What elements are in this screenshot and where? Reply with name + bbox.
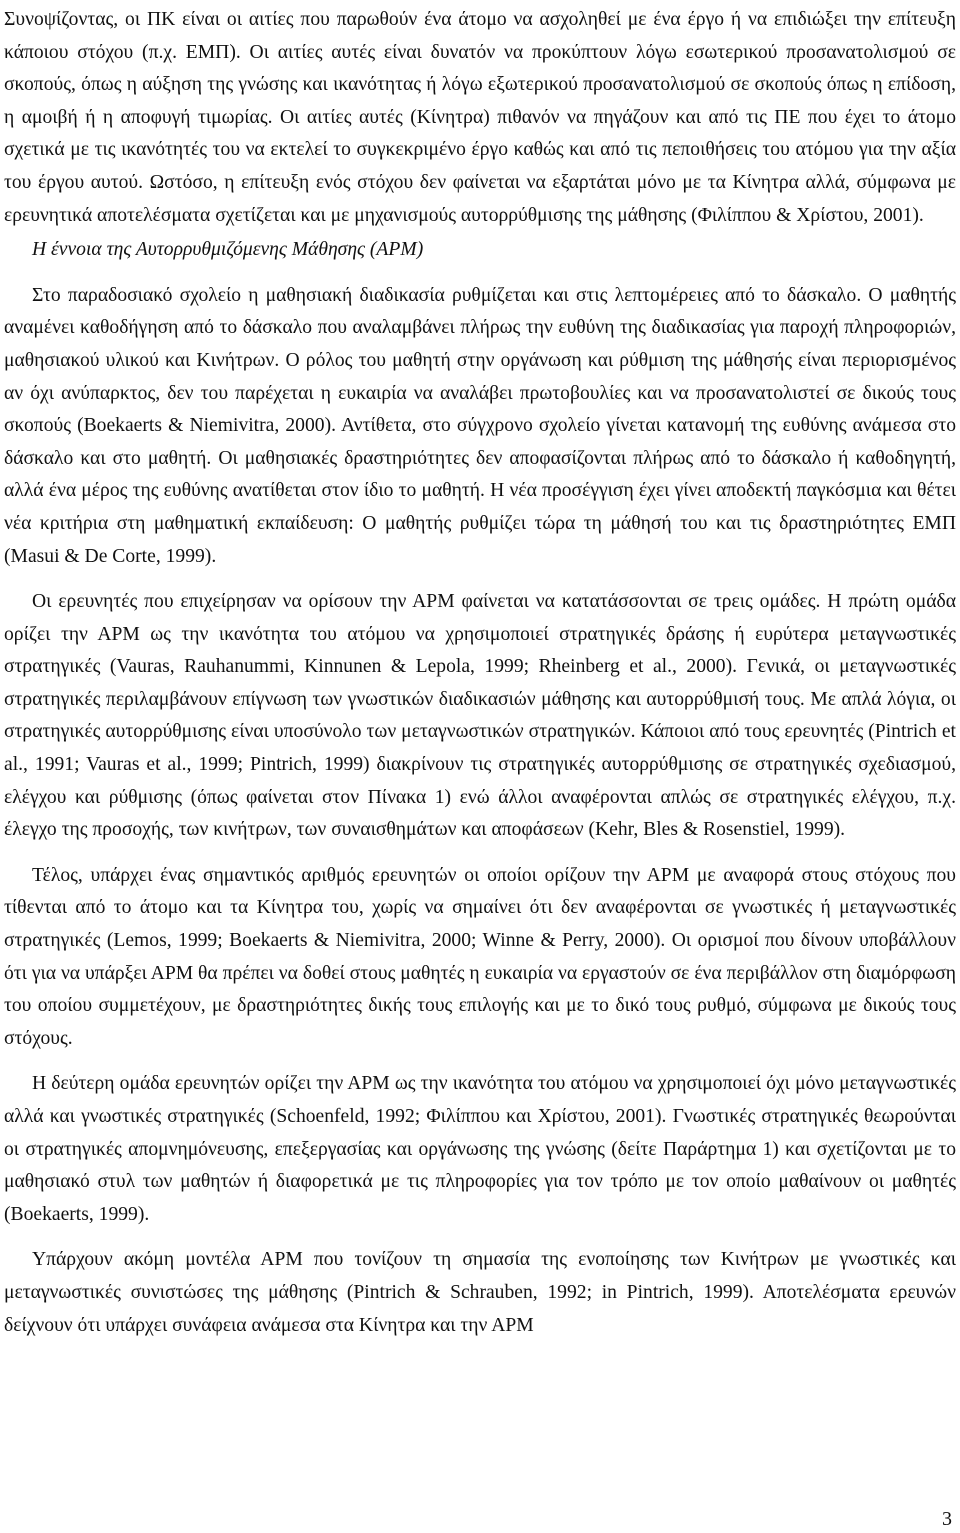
paragraph-integration-models: Υπάρχουν ακόμη μοντέλα ΑΡΜ που τονίζουν τη σημασία της ενοποίησης των Κινήτρων με γνωστικές και μεταγνωστικές συνιστώσες της μάθησης (Pintrich & Schrauben, 1992; in Pintrich, 1999). Αποτελέσματα ερευνών δείχνουν ότι υπάρχει συνάφεια ανάμεσα στα Κίνητρα και την ΑΡΜ xyxy=(4,1249,956,1336)
paragraph-traditional-school: Στο παραδοσιακό σχολείο η μαθησιακή διαδικασία ρυθμίζεται και στις λεπτομέρειες από το δάσκαλο. Ο μαθητής αναμένει καθοδήγηση από το δάσκαλο που αναλαμβάνει πλήρως την ευθύνη της διαδικασίας για παροχή πληροφοριών, μαθησιακού υλικού και Κινήτρων. Ο ρόλος του μαθητή στην οργάνωση και ρύθμιση της μάθησής είναι περιορισμένος αν όχι ανύπαρκτος, δεν του παρέχεται η ευκαιρία να αναλάβει πρωτοβουλίες και να προσανατολιστεί σε δικούς τους σκοπούς (Boekaerts & Niemivitra, 2000). Αντίθετα, στο σύγχρονο σχολείο γίνεται κατανομή της ευθύνης ανάμεσα στο δάσκαλο και στο μαθητή. Οι μαθησιακές δραστηριότητες δεν αποφασίζονται πλήρως από το δάσκαλο ή καθοδηγητή, αλλά ένα μέρος της ευθύνης ανατίθεται στον ίδιο το μαθητή. Η νέα προσέγγιση έχει γίνει αποδεκτή παγκόσμια και θέτει νέα κριτήρια στη μαθηματική εκπαίδευση: Ο μαθητής ρυθμίζει τώρα τη μάθησή του και τις δραστηριότητες ΕΜΠ (Masui & De Corte, 1999). xyxy=(4,284,956,567)
page-number: 3 xyxy=(942,1508,952,1530)
paragraph-second-group: Η δεύτερη ομάδα ερευνητών ορίζει την ΑΡΜ ως την ικανότητα του ατόμου να χρησιμοποιεί όχι μόνο μεταγνωστικές αλλά και γνωστικές στρατηγικές (Schoenfeld, 1992; Φιλίππου και Χρίστου, 2001). Γνωστικές στρατηγικές θεωρούνται οι στρατηγικές απομνημόνευσης, επεξεργασίας και οργάνωσης της γνώσης (δείτε Παράρτημα 1) και σχετίζονται με το μαθησιακό στυλ των μαθητών ή διαφορετικά με τις πληροφορίες για τον τρόπο με τον οποίο μαθαίνουν οι μαθητές (Boekaerts, 1999). xyxy=(4,1073,956,1225)
paragraph-goals-group: Τέλος, υπάρχει ένας σημαντικός αριθμός ερευνητών οι οποίοι ορίζουν την ΑΡΜ με αναφορά στους στόχους που τίθενται από το άτομο και τα Κίνητρα του, χωρίς να σημαίνει ότι δεν αναφέρονται σε γνωστικές ή μεταγνωστικές στρατηγικές (Lemos, 1999; Boekaerts & Niemivitra, 2000; Winne & Perry, 2000). Οι ορισμοί που δίνουν υποβάλλουν ότι για να υπάρξει ΑΡΜ θα πρέπει να δοθεί στους μαθητές η ευκαιρία να εργαστούν σε ένα περιβάλλον στη διαμόρφωση του οποίου συμμετέχουν, με δραστηριότητες δικής τους επιλογής και με το δικό τους ρυθμό, σύμφωνα με δικούς τους στόχους. xyxy=(4,864,956,1049)
paragraph-summary: Συνοψίζοντας, οι ΠΚ είναι οι αιτίες που παρωθούν ένα άτομο να ασχοληθεί με ένα έργο ή να επιδιώξει την επίτευξη κάποιου στόχου (π.χ. ΕΜΠ). Οι αιτίες αυτές είναι δυνατόν να προκύπτουν λόγω εσωτερικού προσανατολισμού σε σκοπούς, όπως η αύξηση της γνώσης και ικανότητας ή λόγω εξωτερικού προσανατολισμού σε σκοπούς όπως η επίδοση, η αμοιβή ή η αποφυγή τιμωρίας. Οι αιτίες αυτές (Κίνητρα) πιθανόν να πηγάζουν και από τις ΠΕ που έχει το άτομο σχετικά με τις ικανότητές του να εκτελεί το συγκεκριμένο έργο καθώς και από τις πεποιθήσεις του ατόμου για την αξία του έργου αυτού. Ωστόσο, η επίτευξη ενός στόχου δεν φαίνεται να εξαρτάται μόνο με τα Κίνητρα αλλά, σύμφωνα με ερευνητικά αποτελέσματα σχετίζεται και με μηχανισμούς αυτορρύθμισης της μάθησης (Φιλίππου & Χρίστου, 2001). xyxy=(4,9,956,226)
paragraph-first-group: Οι ερευνητές που επιχείρησαν να ορίσουν την ΑΡΜ φαίνεται να κατατάσσονται σε τρεις ομάδες. Η πρώτη ομάδα ορίζει την ΑΡΜ ως την ικανότητα του ατόμου να χρησιμοποιεί στρατηγικές δράσης ή ευρύτερα μεταγνωστικές στρατηγικές (Vauras, Rauhanummi, Kinnunen & Lepola, 1999; Rheinberg et al., 2000). Γενικά, οι μεταγνωστικές στρατηγικές περιλαμβάνουν επίγνωση των γνωστικών διαδικασιών μάθησης και αυτορρύθμισή τους. Με απλά λόγια, οι στρατηγικές αυτορρύθμισης είναι υποσύνολο των μεταγνωστικών στρατηγικών. Κάποιοι από τους ερευνητές (Pintrich et al., 1991; Vauras et al., 1999; Pintrich, 1999) διακρίνουν τις στρατηγικές αυτορρύθμισης σε στρατηγικές σχεδιασμού, ελέγχου και ρύθμισης (όπως φαίνεται στον Πίνακα 1) ενώ άλλοι αναφέρονται απλώς σε στρατηγικές ελέγχου, π.χ. έλεγχο της προσοχής, των κινήτρων, των συναισθημάτων και αποφάσεων (Kehr, Bles & Rosenstiel, 1999). xyxy=(4,591,956,841)
document-page xyxy=(4,4,956,1342)
section-heading: Η έννοια της Αυτορρυθμιζόμενης Μάθησης (ΑΡΜ) xyxy=(32,239,424,261)
